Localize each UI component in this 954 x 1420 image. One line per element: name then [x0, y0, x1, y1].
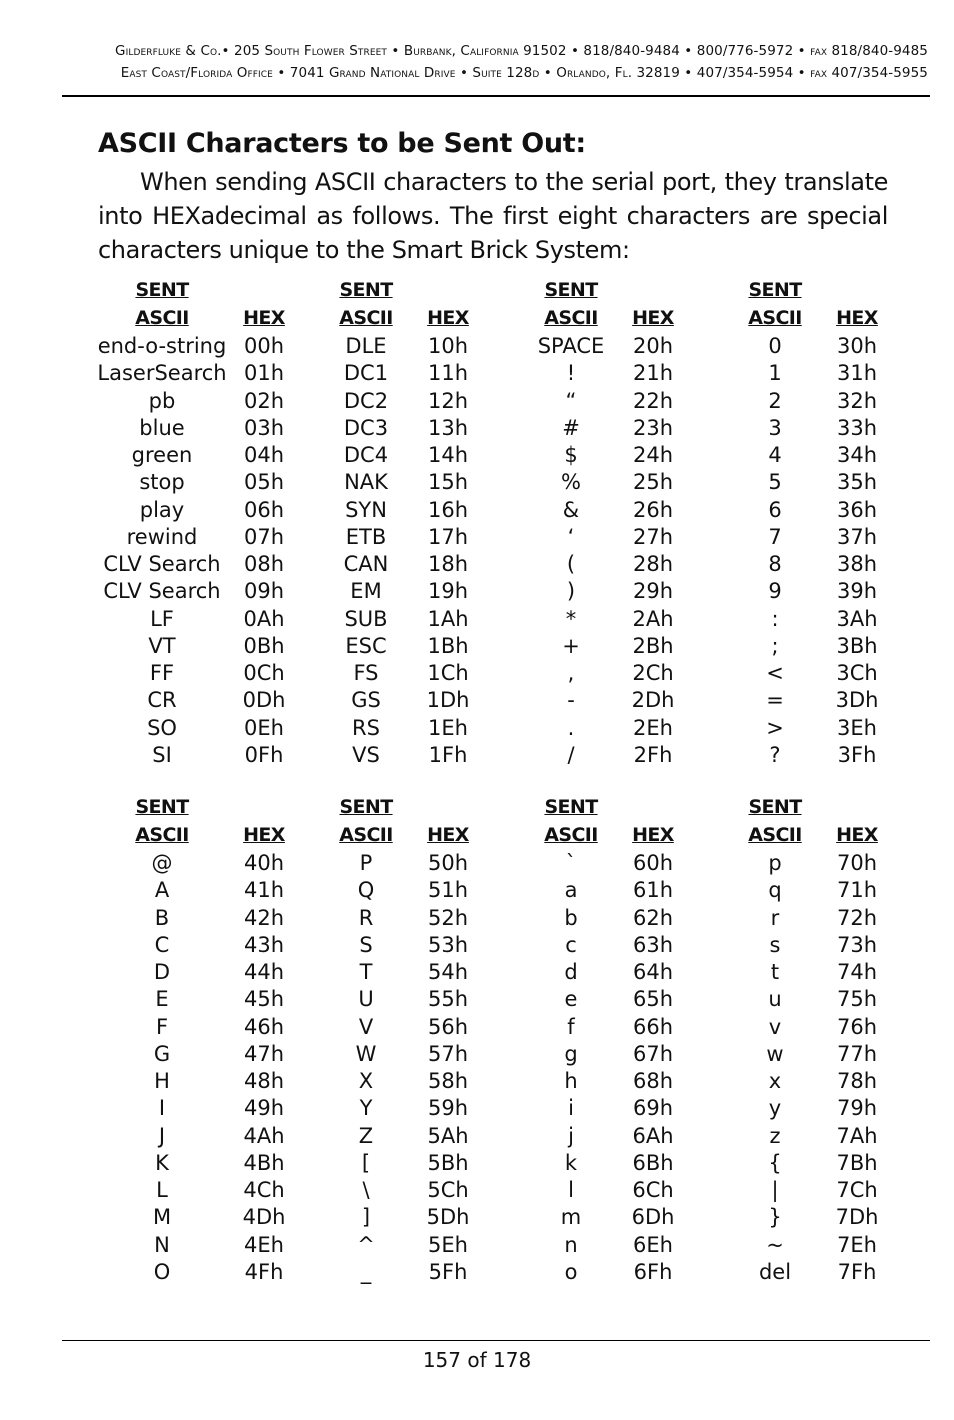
hex-cell: 14h — [427, 443, 469, 467]
ascii-cell: LF — [150, 606, 174, 631]
ascii-cell: CR — [147, 688, 177, 713]
hex-cell: 2Dh — [631, 688, 675, 713]
ascii-cell: ; — [771, 633, 779, 658]
hex-cell: 33h — [836, 415, 878, 440]
ascii-cell: SYN — [345, 497, 387, 522]
ascii-cell: 5 — [768, 470, 782, 495]
ascii-cell: ) — [566, 579, 576, 604]
intro-paragraph: When sending ASCII characters to the serial port, they translate into HEXadecimal as follows. The first eight characters are special characters unique to the Smart Brick System: — [98, 168, 888, 264]
ascii-cell: r — [770, 905, 780, 930]
hex-cell: 0Fh — [244, 742, 284, 767]
hex-cell: 53h — [427, 932, 469, 957]
ascii-cell: ! — [566, 361, 576, 386]
ascii-cell: / — [567, 742, 575, 767]
section-heading: ASCII Characters to be Sent Out: — [98, 128, 586, 159]
ascii-cell: , — [567, 661, 575, 685]
hex-cell: 5Fh — [428, 1259, 468, 1284]
ascii-cell: end-o-string — [97, 334, 227, 358]
hex-cell: 64h — [632, 960, 674, 984]
ascii-cell: X — [358, 1069, 374, 1093]
ascii-cell: [ — [361, 1150, 371, 1175]
ascii-cell: Q — [357, 878, 375, 903]
ascii-cell: u — [768, 987, 782, 1012]
ascii-cell: { — [768, 1150, 782, 1175]
hex-cell: 6Eh — [633, 1232, 673, 1257]
hex-cell: 57h — [427, 1041, 469, 1066]
hex-cell: 24h — [632, 443, 674, 467]
hex-cell: 35h — [836, 470, 878, 495]
hex-cell: 62h — [632, 905, 674, 930]
hex-cell: 17h — [427, 524, 469, 549]
hex-cell: 27h — [632, 524, 674, 549]
hex-cell: 49h — [243, 1096, 285, 1121]
ascii-cell: P — [359, 851, 373, 875]
hex-cell: 41h — [243, 878, 285, 903]
hex-cell: 01h — [243, 361, 285, 386]
ascii-cell: DC1 — [343, 361, 389, 386]
hex-cell: 58h — [427, 1069, 469, 1093]
hex-cell: 5Dh — [426, 1205, 470, 1230]
ascii-cell: DC3 — [343, 415, 389, 440]
hex-cell: 5Eh — [428, 1232, 468, 1257]
hex-cell: 73h — [836, 932, 878, 957]
ascii-cell: pb — [148, 388, 176, 413]
header-sent: SENT — [748, 796, 802, 818]
ascii-cell: G — [153, 1041, 171, 1066]
hex-cell: 75h — [836, 987, 878, 1012]
ascii-cell: DC2 — [343, 388, 389, 413]
hex-cell: 22h — [632, 388, 674, 413]
ascii-cell: b — [564, 905, 578, 930]
hex-cell: 59h — [427, 1096, 469, 1121]
hex-cell: 68h — [632, 1069, 674, 1093]
hex-cell: 03h — [243, 415, 285, 440]
ascii-cell: 6 — [768, 497, 782, 522]
ascii-cell: A — [154, 878, 170, 903]
ascii-cell: l — [568, 1178, 574, 1202]
ascii-cell: CAN — [343, 552, 389, 576]
header-ascii: ASCII — [544, 824, 598, 846]
hex-cell: 0Dh — [242, 688, 286, 713]
header-sent: SENT — [339, 279, 393, 301]
ascii-cell: x — [768, 1069, 782, 1093]
ascii-cell: stop — [139, 470, 185, 495]
ascii-cell: FF — [149, 661, 175, 685]
ascii-cell: L — [156, 1178, 168, 1202]
hex-cell: 79h — [836, 1096, 878, 1121]
hex-cell: 6Fh — [633, 1259, 673, 1284]
hex-cell: 2Eh — [633, 715, 673, 740]
hex-cell: 7Ch — [836, 1178, 878, 1202]
ascii-cell: DLE — [345, 334, 387, 358]
header-ascii: ASCII — [135, 307, 189, 329]
ascii-cell: a — [564, 878, 578, 903]
ascii-cell: % — [561, 470, 581, 495]
hex-cell: 7Dh — [835, 1205, 879, 1230]
ascii-cell: C — [154, 932, 170, 957]
ascii-cell: ? — [769, 742, 781, 767]
hex-cell: 30h — [836, 334, 878, 358]
ascii-cell: FS — [353, 661, 379, 685]
ascii-cell: del — [758, 1259, 792, 1284]
ascii-cell: p — [768, 851, 782, 875]
hex-cell: 45h — [243, 987, 285, 1012]
ascii-cell: O — [153, 1259, 171, 1284]
hex-cell: 32h — [836, 388, 878, 413]
ascii-cell: 4 — [768, 443, 782, 467]
hex-cell: 55h — [427, 987, 469, 1012]
ascii-cell: N — [154, 1232, 170, 1257]
ascii-cell: green — [131, 443, 193, 467]
hex-cell: 6Bh — [632, 1150, 674, 1175]
hex-cell: 25h — [632, 470, 674, 495]
ascii-cell: “ — [565, 388, 577, 413]
ascii-cell: z — [769, 1123, 781, 1148]
hex-cell: 0Ah — [243, 606, 285, 631]
hex-cell: 7Fh — [837, 1259, 877, 1284]
hex-cell: 2Fh — [633, 742, 673, 767]
hex-cell: 0Eh — [244, 715, 284, 740]
ascii-cell: 7 — [768, 524, 782, 549]
hex-cell: 3Ah — [836, 606, 878, 631]
header-hex: HEX — [427, 824, 469, 846]
hex-cell: 46h — [243, 1014, 285, 1039]
header-hex: HEX — [243, 307, 285, 329]
ascii-cell: ~ — [766, 1232, 784, 1257]
hex-cell: 04h — [243, 443, 285, 467]
header-ascii: ASCII — [748, 824, 802, 846]
hex-cell: 07h — [243, 524, 285, 549]
ascii-cell: $ — [564, 443, 578, 467]
ascii-cell: I — [158, 1096, 166, 1121]
ascii-cell: } — [768, 1205, 782, 1230]
hex-cell: 70h — [836, 851, 878, 875]
ascii-cell: F — [155, 1014, 169, 1039]
ascii-cell: * — [565, 606, 577, 631]
hex-cell: 50h — [427, 851, 469, 875]
ascii-cell: J — [158, 1123, 166, 1148]
ascii-cell: g — [564, 1041, 578, 1066]
ascii-cell: K — [155, 1150, 169, 1175]
ascii-cell: GS — [351, 688, 381, 713]
ascii-cell: # — [562, 415, 580, 440]
hex-cell: 36h — [836, 497, 878, 522]
ascii-cell: q — [768, 878, 782, 903]
ascii-cell: S — [359, 932, 373, 957]
hex-cell: 7Bh — [836, 1150, 878, 1175]
hex-cell: 77h — [836, 1041, 878, 1066]
hex-cell: 3Eh — [837, 715, 877, 740]
hex-cell: 40h — [243, 851, 285, 875]
ascii-cell: n — [564, 1232, 578, 1257]
ascii-cell: & — [562, 497, 580, 522]
hex-cell: 31h — [836, 361, 878, 386]
ascii-cell: blue — [139, 415, 185, 440]
ascii-cell: : — [771, 606, 779, 631]
ascii-cell: EM — [350, 579, 382, 604]
header-hex: HEX — [632, 307, 674, 329]
ascii-cell: LaserSearch — [97, 361, 227, 386]
ascii-cell: h — [564, 1069, 578, 1093]
hex-cell: 5Ah — [427, 1123, 469, 1148]
header-address-line-2: East Coast/Florida Office • 7041 Grand National Drive • Suite 128d • Orlando, Fl. 32819 • 407/354-5954 • fax 407/354-5955 — [120, 65, 928, 81]
hex-cell: 20h — [632, 334, 674, 358]
ascii-cell: Z — [358, 1123, 374, 1148]
ascii-cell: | — [771, 1178, 779, 1202]
hex-cell: 08h — [243, 552, 285, 576]
hex-cell: 0Bh — [243, 633, 285, 658]
ascii-cell: j — [568, 1123, 574, 1148]
hex-cell: 11h — [427, 361, 469, 386]
header-hex: HEX — [836, 307, 878, 329]
header-sent: SENT — [135, 279, 189, 301]
hex-cell: 47h — [243, 1041, 285, 1066]
header-ascii: ASCII — [544, 307, 598, 329]
hex-cell: 38h — [836, 552, 878, 576]
hex-cell: 5Ch — [427, 1178, 469, 1202]
ascii-cell: > — [766, 715, 784, 740]
header-sent: SENT — [135, 796, 189, 818]
ascii-cell: 2 — [768, 388, 782, 413]
page-number: 157 of 178 — [422, 1348, 532, 1372]
header-divider — [62, 95, 930, 97]
ascii-cell: w — [766, 1041, 784, 1066]
hex-cell: 1Bh — [427, 633, 469, 658]
ascii-cell: DC4 — [343, 443, 389, 467]
hex-cell: 02h — [243, 388, 285, 413]
header-sent: SENT — [544, 796, 598, 818]
hex-cell: 4Fh — [244, 1259, 284, 1284]
hex-cell: 3Dh — [835, 688, 879, 713]
hex-cell: 61h — [632, 878, 674, 903]
ascii-cell: VT — [148, 633, 176, 658]
header-ascii: ASCII — [339, 824, 393, 846]
ascii-cell: = — [766, 688, 784, 713]
hex-cell: 65h — [632, 987, 674, 1012]
ascii-cell: NAK — [344, 470, 388, 495]
ascii-cell: SUB — [344, 606, 388, 631]
hex-cell: 66h — [632, 1014, 674, 1039]
ascii-cell: rewind — [126, 524, 198, 549]
ascii-cell: 9 — [768, 579, 782, 604]
ascii-cell: k — [564, 1150, 578, 1175]
ascii-cell: U — [358, 987, 374, 1012]
hex-cell: 00h — [243, 334, 285, 358]
hex-cell: 4Ch — [243, 1178, 285, 1202]
hex-cell: 2Ch — [632, 661, 674, 685]
hex-cell: 54h — [427, 960, 469, 984]
ascii-cell: i — [568, 1096, 574, 1121]
ascii-cell: ‘ — [567, 524, 575, 549]
header-hex: HEX — [836, 824, 878, 846]
ascii-cell: v — [768, 1014, 782, 1039]
header-ascii: ASCII — [748, 307, 802, 329]
hex-cell: 72h — [836, 905, 878, 930]
ascii-cell: t — [770, 960, 780, 984]
header-address-line-1: Gilderfluke & Co.• 205 South Flower Street • Burbank, California 91502 • 818/840-9484 • 800/776-5972 • fax 818/840-9485 — [115, 43, 928, 59]
hex-cell: 2Ah — [632, 606, 674, 631]
header-ascii: ASCII — [339, 307, 393, 329]
ascii-cell: V — [358, 1014, 374, 1039]
hex-cell: 6Ah — [632, 1123, 674, 1148]
ascii-cell: y — [768, 1096, 782, 1121]
ascii-cell: ] — [361, 1205, 371, 1230]
hex-cell: 4Bh — [243, 1150, 285, 1175]
ascii-cell: s — [769, 932, 781, 957]
ascii-cell: VS — [352, 742, 380, 767]
hex-cell: 0Ch — [243, 661, 285, 685]
ascii-cell: ^ — [357, 1232, 375, 1257]
hex-cell: 1Eh — [428, 715, 468, 740]
hex-cell: 51h — [427, 878, 469, 903]
ascii-cell: 0 — [768, 334, 782, 358]
ascii-cell: ESC — [345, 633, 387, 658]
ascii-cell: M — [152, 1205, 172, 1230]
ascii-cell: T — [359, 960, 373, 984]
hex-cell: 39h — [836, 579, 878, 604]
hex-cell: 19h — [427, 579, 469, 604]
ascii-cell: ( — [566, 552, 576, 576]
hex-cell: 10h — [427, 334, 469, 358]
hex-cell: 29h — [632, 579, 674, 604]
hex-cell: 37h — [836, 524, 878, 549]
ascii-cell: RS — [352, 715, 380, 740]
ascii-cell: - — [567, 688, 575, 713]
hex-cell: 3Ch — [836, 661, 878, 685]
hex-cell: 44h — [243, 960, 285, 984]
ascii-cell: . — [567, 715, 575, 740]
hex-cell: 26h — [632, 497, 674, 522]
hex-cell: 67h — [632, 1041, 674, 1066]
ascii-cell: R — [358, 905, 374, 930]
ascii-cell: o — [564, 1259, 578, 1284]
hex-cell: 3Fh — [837, 742, 877, 767]
header-hex: HEX — [632, 824, 674, 846]
hex-cell: 3Bh — [836, 633, 878, 658]
hex-cell: 28h — [632, 552, 674, 576]
ascii-cell: m — [560, 1205, 582, 1230]
ascii-cell: e — [564, 987, 578, 1012]
ascii-cell: _ — [360, 1259, 372, 1284]
ascii-cell: ETB — [345, 524, 387, 549]
hex-cell: 63h — [632, 932, 674, 957]
hex-cell: 2Bh — [632, 633, 674, 658]
ascii-cell: B — [154, 905, 170, 930]
hex-cell: 4Eh — [244, 1232, 284, 1257]
hex-cell: 1Ch — [427, 661, 469, 685]
hex-cell: 7Eh — [837, 1232, 877, 1257]
ascii-cell: SI — [152, 742, 172, 767]
hex-cell: 6Ch — [632, 1178, 674, 1202]
ascii-cell: SO — [147, 715, 177, 740]
ascii-cell: W — [355, 1041, 377, 1066]
hex-cell: 74h — [836, 960, 878, 984]
ascii-cell: CLV Search — [103, 579, 221, 604]
hex-cell: 4Ah — [243, 1123, 285, 1148]
ascii-cell: SPACE — [537, 334, 605, 358]
hex-cell: 21h — [632, 361, 674, 386]
ascii-cell: + — [562, 633, 580, 658]
hex-cell: 43h — [243, 932, 285, 957]
hex-cell: 1Dh — [426, 688, 470, 713]
page-header — [60, 40, 928, 84]
hex-cell: 71h — [836, 878, 878, 903]
hex-cell: 56h — [427, 1014, 469, 1039]
ascii-cell: 3 — [768, 415, 782, 440]
hex-cell: 42h — [243, 905, 285, 930]
ascii-cell: f — [567, 1014, 575, 1039]
hex-cell: 4Dh — [242, 1205, 286, 1230]
hex-cell: 76h — [836, 1014, 878, 1039]
hex-cell: 06h — [243, 497, 285, 522]
hex-cell: 23h — [632, 415, 674, 440]
header-hex: HEX — [243, 824, 285, 846]
ascii-cell: CLV Search — [103, 552, 221, 576]
header-ascii: ASCII — [135, 824, 189, 846]
hex-cell: 1Ah — [427, 606, 469, 631]
ascii-cell: 1 — [768, 361, 782, 386]
header-sent: SENT — [544, 279, 598, 301]
ascii-cell: < — [766, 661, 784, 685]
hex-cell: 12h — [427, 388, 469, 413]
footer-divider — [62, 1340, 930, 1341]
hex-cell: 69h — [632, 1096, 674, 1121]
ascii-cell: E — [155, 987, 169, 1012]
hex-cell: 09h — [243, 579, 285, 604]
hex-cell: 13h — [427, 415, 469, 440]
hex-cell: 48h — [243, 1069, 285, 1093]
ascii-cell: play — [139, 497, 185, 522]
ascii-cell: D — [153, 960, 171, 984]
ascii-cell: d — [564, 960, 578, 984]
hex-cell: 15h — [427, 470, 469, 495]
ascii-cell: ` — [565, 851, 577, 875]
header-sent: SENT — [748, 279, 802, 301]
hex-cell: 5Bh — [427, 1150, 469, 1175]
hex-cell: 1Fh — [428, 742, 468, 767]
hex-cell: 52h — [427, 905, 469, 930]
hex-cell: 7Ah — [836, 1123, 878, 1148]
hex-cell: 16h — [427, 497, 469, 522]
hex-cell: 6Dh — [631, 1205, 675, 1230]
ascii-cell: H — [154, 1069, 170, 1093]
ascii-cell: 8 — [768, 552, 782, 576]
hex-cell: 34h — [836, 443, 878, 467]
ascii-cell: @ — [151, 851, 173, 875]
hex-cell: 05h — [243, 470, 285, 495]
header-sent: SENT — [339, 796, 393, 818]
hex-cell: 60h — [632, 851, 674, 875]
header-hex: HEX — [427, 307, 469, 329]
hex-cell: 78h — [836, 1069, 878, 1093]
hex-cell: 18h — [427, 552, 469, 576]
ascii-cell: Y — [359, 1096, 373, 1121]
ascii-cell: c — [565, 932, 577, 957]
ascii-cell: \ — [362, 1178, 370, 1202]
